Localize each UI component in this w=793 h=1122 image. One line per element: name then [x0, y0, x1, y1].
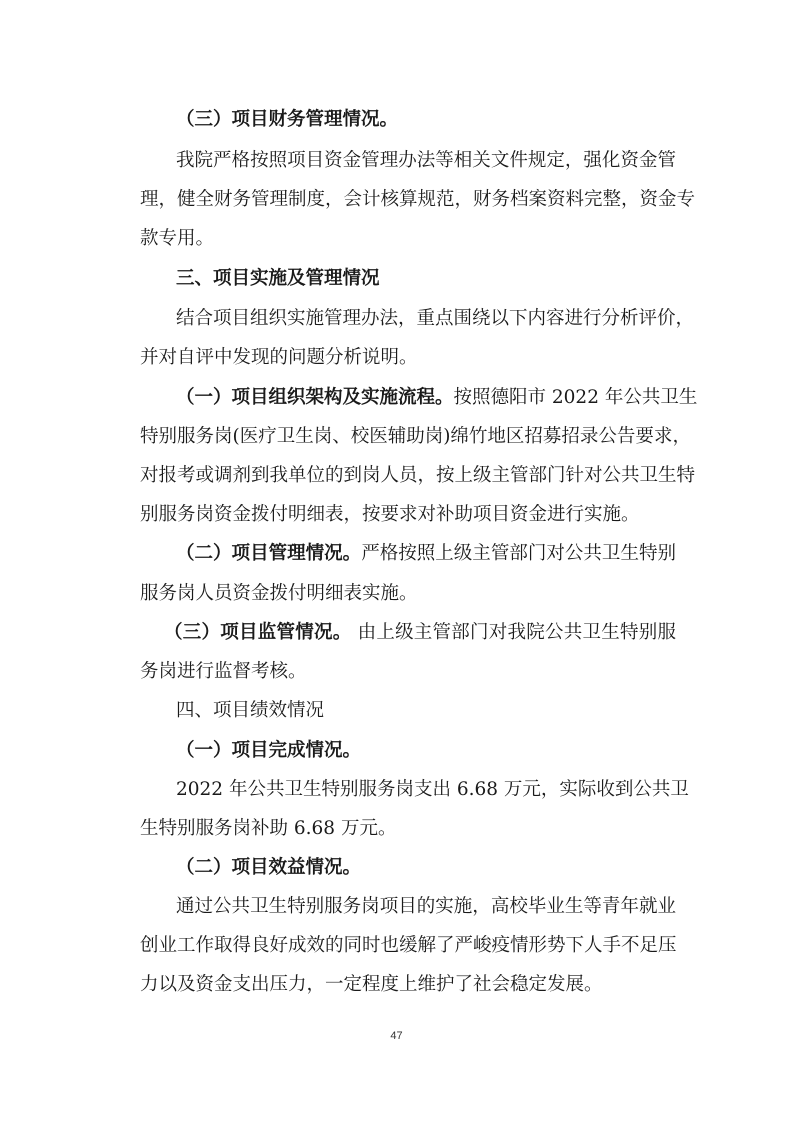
paragraph-line: 我院严格按照项目资金管理办法等相关文件规定，强化资金管 [176, 150, 676, 171]
paragraph-line: 并对自评中发现的问题分析说明。 [140, 347, 418, 368]
paragraph-line: 务岗进行监督考核。 [140, 661, 307, 682]
paragraph-line [164, 622, 676, 644]
paragraph-line: 通过公共卫生特别服务岗项目的实施，高校毕业生等青年就业 [176, 896, 676, 917]
paragraph-line: 款专用。 [140, 228, 215, 249]
subheading-project-supervision: （三）项目监管情况。 [164, 622, 352, 643]
paragraph-line [176, 387, 698, 409]
paragraph-line [176, 543, 676, 565]
subheading-benefits: （二）项目效益情况。 [176, 857, 362, 878]
paragraph-line: 生特别服务岗补助 6.68 万元。 [140, 818, 397, 839]
paragraph-line: 特别服务岗(医疗卫生岗、校医辅助岗)绵竹地区招募招录公告要求， [140, 426, 691, 447]
paragraph-line: 对报考或调剂到我单位的到岗人员，按上级主管部门针对公共卫生特 [140, 465, 696, 486]
paragraph-line: 别服务岗资金拨付明细表，按要求对补助项目资金进行实施。 [140, 504, 640, 525]
paragraph-text: 由上级主管部门对我院公共卫生特别服 [351, 622, 676, 643]
paragraph-line: 2022 年公共卫生特别服务岗支出 6.68 万元，实际收到公共卫 [176, 779, 689, 800]
subheading-project-management: （二）项目管理情况。 [176, 543, 362, 564]
paragraph-line: 理，健全财务管理制度，会计核算规范，财务档案资料完整，资金专 [140, 189, 696, 210]
page-number: 47 [390, 1030, 403, 1042]
paragraph-line: 力以及资金支出压力，一定程度上维护了社会稳定发展。 [140, 974, 603, 995]
subheading-organization-structure: （一）项目组织架构及实施流程。 [176, 387, 454, 408]
heading-finance-management: （三）项目财务管理情况。 [176, 109, 399, 130]
heading-performance: 四、项目绩效情况 [176, 700, 325, 721]
heading-implementation-management: 三、项目实施及管理情况 [176, 268, 380, 289]
paragraph-text: 严格按照上级主管部门对公共卫生特别 [361, 543, 676, 564]
paragraph-line: 服务岗人员资金拨付明细表实施。 [140, 583, 418, 604]
paragraph-line: 创业工作取得良好成效的同时也缓解了严峻疫情形势下人手不足压 [140, 935, 677, 956]
paragraph-text: 按照德阳市 2022 年公共卫生 [453, 387, 698, 408]
subheading-completion: （一）项目完成情况。 [176, 740, 362, 761]
paragraph-line: 结合项目组织实施管理办法，重点围绕以下内容进行分析评价， [176, 308, 695, 329]
